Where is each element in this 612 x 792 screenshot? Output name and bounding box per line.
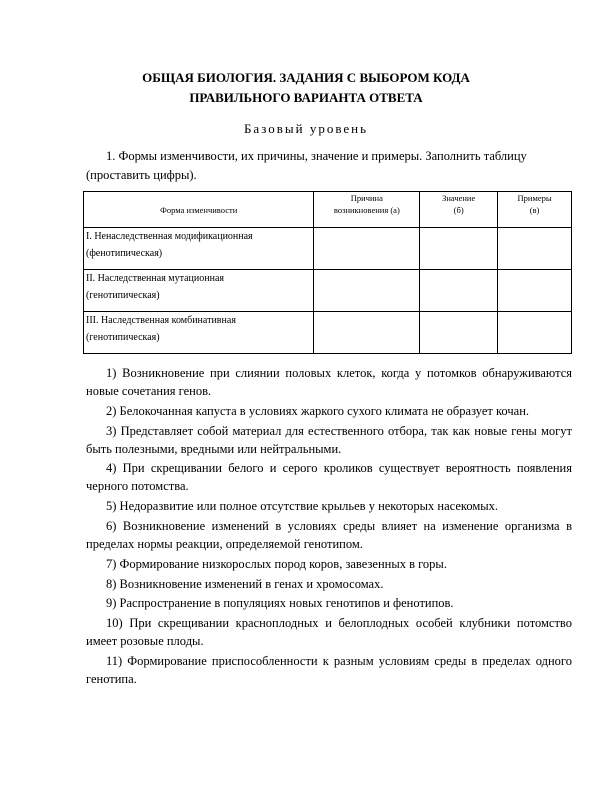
list-item: 7) Формирование низкорослых пород коров, завезенных в горы.	[106, 556, 447, 571]
list-item: 5) Недоразвитие или полное отсутствие крыльев у некоторых насекомых.	[106, 499, 499, 514]
header-examples: Примеры (в)	[498, 192, 572, 228]
list-item: 10) При скрещивании краснoплодных и белоплодных особей клубники потомство имеет розовые плоды.	[86, 616, 572, 649]
table-row	[84, 312, 572, 354]
statement-list	[86, 364, 572, 690]
row-label: II. Наследственная мутационная (генотипическая)	[84, 270, 314, 312]
table-header-row	[84, 192, 572, 228]
answer-cell[interactable]	[498, 312, 572, 354]
answer-cell[interactable]	[314, 228, 420, 270]
list-item: 1) Возникновение при слиянии половых клеток, когда у потомков обнаруживаются новые сочетания генов.	[86, 366, 572, 398]
task-1-line1: 1. Формы изменчивости, их причины, значение и примеры. Заполнить таблицу	[106, 149, 527, 163]
task-1-line2: (проставить цифры).	[86, 168, 197, 182]
list-item: 8) Возникновение изменений в генах и хромосомах.	[106, 576, 384, 591]
answer-cell[interactable]	[314, 270, 420, 312]
answer-cell[interactable]	[420, 312, 498, 354]
header-significance: Значение (б)	[420, 192, 498, 228]
row-label: I. Ненаследственная модификационная (фенотипическая)	[84, 228, 314, 270]
page-title-line1: ОБЩАЯ БИОЛОГИЯ. ЗАДАНИЯ С ВЫБОРОМ КОДА	[142, 70, 470, 85]
list-item: 11) Формирование приспособленности к разным условиям среды в пределах одного генотипа.	[86, 653, 572, 686]
list-item: 6) Возникновение изменений в условиях среды влияет на изменение организма в пределах нормы реакции, определяемой генотипом.	[86, 518, 572, 551]
table-row	[84, 228, 572, 270]
variability-table	[83, 191, 572, 354]
header-cause: Причина возникновения (а)	[314, 192, 420, 228]
page-title-line2: ПРАВИЛЬНОГО ВАРИАНТА ОТВЕТА	[189, 90, 423, 105]
header-form: Форма изменчивости	[84, 192, 314, 228]
list-item: 3) Представляет собой материал для естественного отбора, так как новые гены могут быть полезными, вредными или нейтральными.	[86, 423, 572, 456]
list-item: 9) Распространение в популяциях новых генотипов и фенотипов.	[106, 596, 454, 611]
answer-cell[interactable]	[420, 270, 498, 312]
answer-cell[interactable]	[498, 228, 572, 270]
row-label: III. Наследственная комбинативная (генотипическая)	[84, 312, 314, 354]
list-item: 2) Белокочанная капуста в условиях жаркого сухого климата не образует кочан.	[106, 403, 530, 418]
level-heading: Базовый уровень	[243, 121, 369, 136]
answer-cell[interactable]	[314, 312, 420, 354]
table-row	[84, 270, 572, 312]
answer-cell[interactable]	[420, 228, 498, 270]
list-item: 4) При скрещивании белого и серого кроликов существует вероятность появления черного потомства.	[86, 461, 572, 494]
answer-cell[interactable]	[498, 270, 572, 312]
